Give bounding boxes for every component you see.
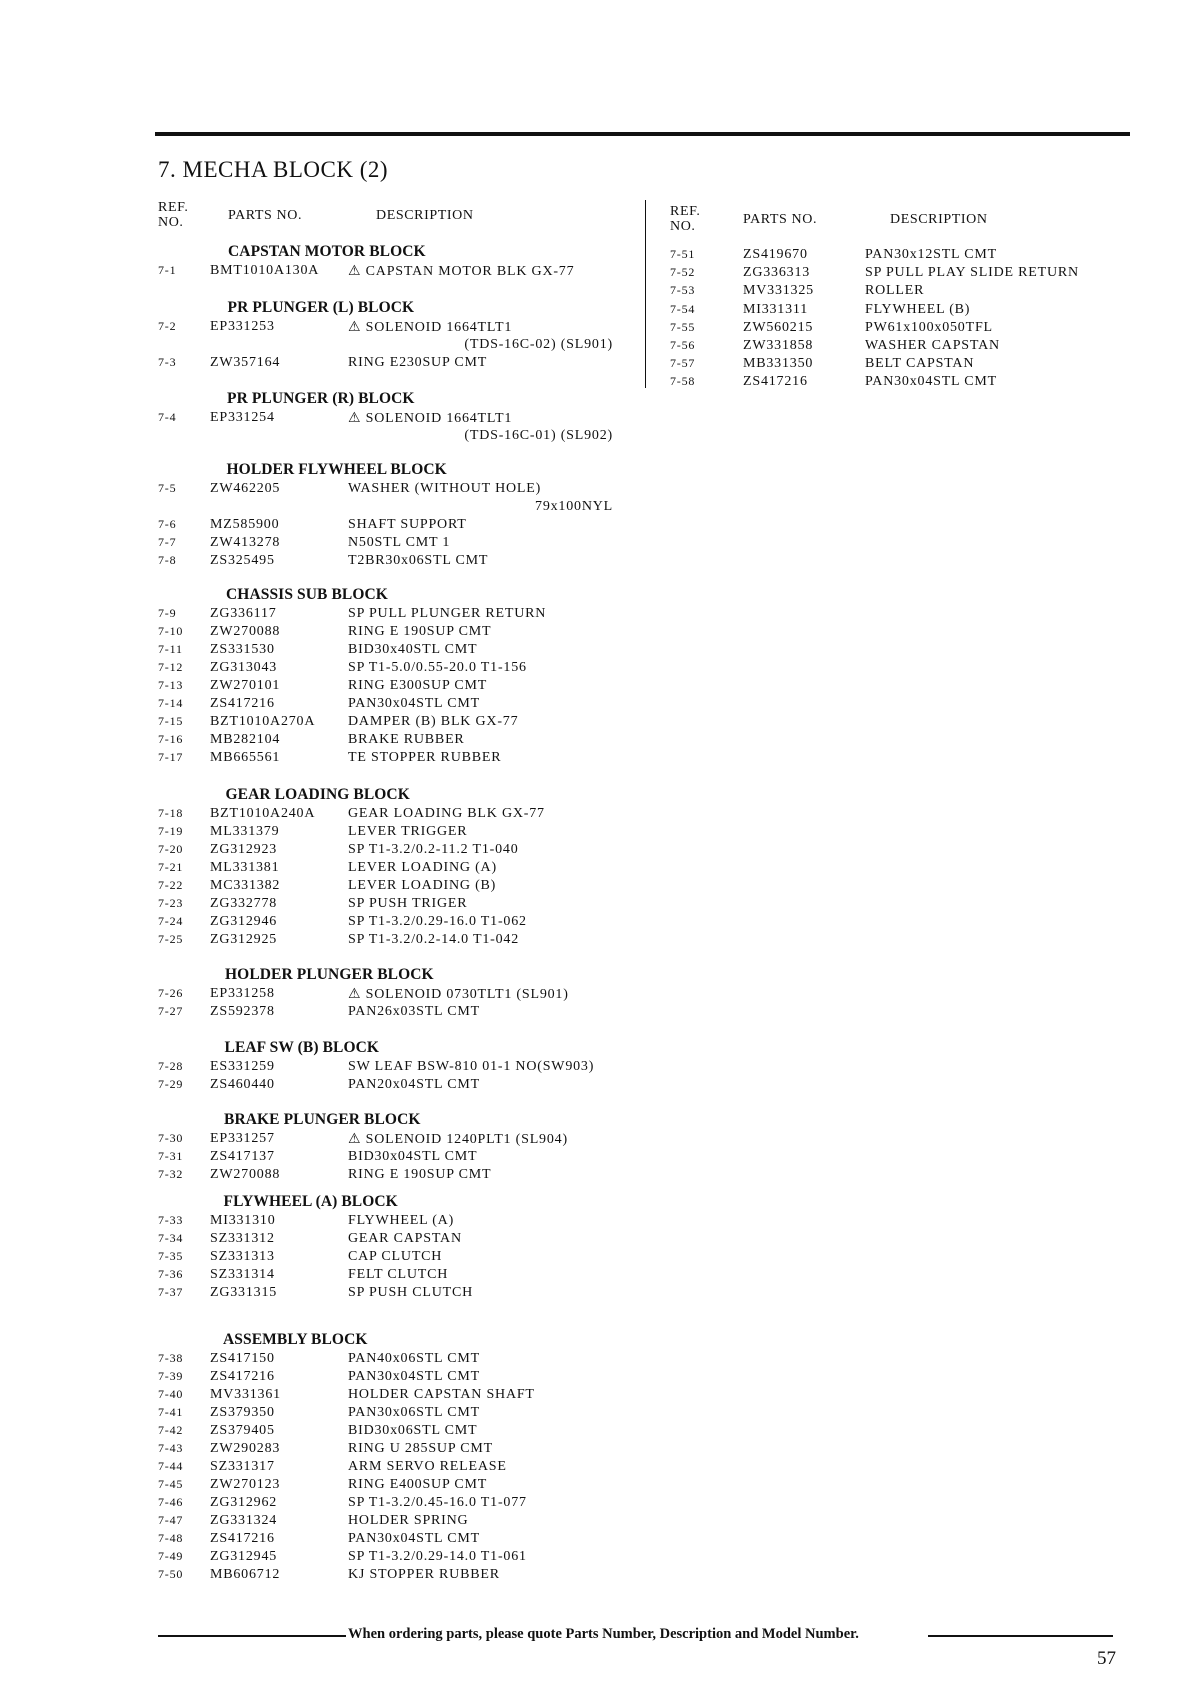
- ref-no: 7-2: [158, 319, 177, 333]
- part-description: KJ STOPPER RUBBER: [348, 1567, 500, 1582]
- ref-no: 7-8: [158, 553, 177, 567]
- part-number: EP331258: [210, 986, 275, 1001]
- ref-no: 7-57: [670, 356, 696, 371]
- block-title: LEAF SW (B) BLOCK: [224, 1039, 380, 1056]
- part-number: ZG313043: [210, 660, 278, 675]
- part-description: TE STOPPER RUBBER: [348, 750, 502, 765]
- ref-no: 7-6: [158, 517, 177, 531]
- part-number: MB606712: [210, 1567, 281, 1582]
- ref-no: 7-18: [158, 806, 184, 820]
- part-number: ZG332778: [210, 896, 278, 911]
- part-description: BRAKE RUBBER: [348, 732, 465, 747]
- part-number: ZS417150: [210, 1351, 275, 1366]
- page-title: 7. MECHA BLOCK (2): [158, 157, 389, 182]
- part-description: RING E400SUP CMT: [348, 1477, 488, 1492]
- ref-no: 7-3: [158, 355, 177, 369]
- ref-no: 7-17: [158, 750, 184, 764]
- part-number: BMT1010A130A: [210, 263, 320, 278]
- part-number: ZG312962: [210, 1495, 278, 1510]
- part-description: ⚠ CAPSTAN MOTOR BLK GX-77: [348, 264, 575, 279]
- part-description: ⚠ SOLENOID 0730TLT1 (SL901): [348, 987, 569, 1002]
- description-continued: 79x100NYL: [535, 499, 613, 514]
- ref-no: 7-24: [158, 914, 184, 928]
- part-number: ZW270123: [210, 1477, 281, 1492]
- column-divider: [645, 200, 646, 388]
- left-column-header: [158, 200, 638, 232]
- block-title: BRAKE PLUNGER BLOCK: [224, 1111, 421, 1128]
- ref-no: 7-39: [158, 1369, 184, 1383]
- part-description: WASHER (WITHOUT HOLE): [348, 481, 542, 496]
- part-description: SHAFT SUPPORT: [348, 517, 467, 532]
- ref-no: 7-52: [670, 265, 696, 280]
- ref-header: REF. NO.: [158, 200, 189, 230]
- block-title: PR PLUNGER (R) BLOCK: [227, 390, 415, 407]
- part-description: PAN30x06STL CMT: [348, 1405, 480, 1420]
- ref-no: 7-10: [158, 624, 184, 638]
- part-description: RING E230SUP CMT: [348, 355, 488, 370]
- ref-no: 7-54: [670, 301, 696, 316]
- ref-no: 7-41: [158, 1405, 184, 1419]
- part-number: ZW270088: [210, 624, 281, 639]
- ref-no: 7-16: [158, 732, 184, 746]
- part-number: ZG312945: [210, 1549, 278, 1564]
- part-description: PAN30x04STL CMT: [348, 696, 480, 711]
- ref-no: 7-31: [158, 1149, 184, 1163]
- part-number: MV331361: [210, 1387, 281, 1402]
- ref-no: 7-19: [158, 824, 184, 838]
- ref-no: 7-37: [158, 1285, 184, 1299]
- part-description: RING U 285SUP CMT: [348, 1441, 493, 1456]
- part-number: ES331259: [210, 1059, 275, 1074]
- part-description: CAP CLUTCH: [348, 1249, 443, 1264]
- part-description: BID30x06STL CMT: [348, 1423, 478, 1438]
- part-description: LEVER LOADING (B): [348, 878, 497, 893]
- part-description: DAMPER (B) BLK GX-77: [348, 714, 519, 729]
- ref-no: 7-40: [158, 1387, 184, 1401]
- part-number: ML331379: [210, 824, 280, 839]
- part-number: MB282104: [210, 732, 281, 747]
- description-continued: (TDS-16C-02) (SL901): [464, 337, 613, 352]
- block-title: ASSEMBLY BLOCK: [223, 1331, 368, 1348]
- part-description: FLYWHEEL (A): [348, 1213, 455, 1228]
- part-number: ZS331530: [210, 642, 275, 657]
- ref-no: 7-25: [158, 932, 184, 946]
- part-number: SZ331312: [210, 1231, 275, 1246]
- part-number: ZG331324: [210, 1513, 278, 1528]
- part-description: PAN30x04STL CMT: [865, 374, 997, 390]
- ref-no: 7-4: [158, 410, 177, 424]
- description-header: DESCRIPTION: [890, 212, 988, 227]
- part-number: MZ585900: [210, 517, 280, 532]
- ref-no: 7-45: [158, 1477, 184, 1491]
- part-description: ⚠ SOLENOID 1240PLT1 (SL904): [348, 1132, 568, 1147]
- part-description: HOLDER SPRING: [348, 1513, 469, 1528]
- ref-no: 7-1: [158, 263, 177, 277]
- part-number: ML331381: [210, 860, 280, 875]
- part-number: ZS417216: [210, 696, 275, 711]
- part-number: ZS379350: [210, 1405, 275, 1420]
- part-description: SP T1-5.0/0.55-20.0 T1-156: [348, 660, 527, 675]
- part-number: ZG312925: [210, 932, 278, 947]
- part-description: ROLLER: [865, 283, 925, 299]
- part-number: MI331311: [743, 301, 808, 317]
- part-description: PAN30x04STL CMT: [348, 1369, 480, 1384]
- part-number: EP331253: [210, 319, 275, 334]
- part-description: SP T1-3.2/0.2-11.2 T1-040: [348, 842, 519, 857]
- part-number: EP331254: [210, 410, 275, 425]
- ref-no: 7-22: [158, 878, 184, 892]
- part-description: SP T1-3.2/0.29-16.0 T1-062: [348, 914, 527, 929]
- ref-no: 7-47: [158, 1513, 184, 1527]
- part-description: RING E300SUP CMT: [348, 678, 488, 693]
- ref-no: 7-27: [158, 1004, 184, 1018]
- ref-no: 7-50: [158, 1567, 184, 1581]
- block-title: PR PLUNGER (L) BLOCK: [227, 299, 415, 316]
- part-description: LEVER LOADING (A): [348, 860, 497, 875]
- part-description: T2BR30x06STL CMT: [348, 553, 489, 568]
- part-number: ZS325495: [210, 553, 275, 568]
- ref-no: 7-32: [158, 1167, 184, 1181]
- page-number: 57: [1097, 1648, 1116, 1669]
- block-title: HOLDER FLYWHEEL BLOCK: [226, 461, 447, 478]
- part-number: BZT1010A270A: [210, 714, 316, 729]
- part-number: ZS417216: [210, 1369, 275, 1384]
- ref-no: 7-21: [158, 860, 184, 874]
- part-description: ARM SERVO RELEASE: [348, 1459, 507, 1474]
- part-number: EP331257: [210, 1131, 275, 1146]
- ref-no: 7-43: [158, 1441, 184, 1455]
- part-description: ⚠ SOLENOID 1664TLT1: [348, 411, 513, 426]
- ref-no: 7-36: [158, 1267, 184, 1281]
- part-description: PAN40x06STL CMT: [348, 1351, 480, 1366]
- part-number: SZ331313: [210, 1249, 275, 1264]
- ref-no: 7-51: [670, 247, 696, 261]
- part-description: SP PULL PLAY SLIDE RETURN: [865, 265, 1079, 281]
- part-number: ZG312923: [210, 842, 278, 857]
- ref-no: 7-55: [670, 319, 696, 334]
- part-number: SZ331317: [210, 1459, 275, 1474]
- part-number: ZS417216: [743, 374, 808, 390]
- part-description: SP PULL PLUNGER RETURN: [348, 606, 547, 621]
- parts-no-header: PARTS NO.: [228, 208, 303, 223]
- part-description: SP T1-3.2/0.45-16.0 T1-077: [348, 1495, 527, 1510]
- ref-header: REF. NO.: [670, 204, 701, 234]
- ref-no: 7-5: [158, 481, 177, 495]
- ref-no: 7-29: [158, 1077, 184, 1091]
- part-description: ⚠ SOLENOID 1664TLT1: [348, 320, 513, 335]
- part-description: SP T1-3.2/0.2-14.0 T1-042: [348, 932, 520, 947]
- part-description: PAN30x04STL CMT: [348, 1531, 480, 1546]
- ref-no: 7-53: [670, 283, 696, 298]
- part-description: BID30x40STL CMT: [348, 642, 478, 657]
- part-number: ZW462205: [210, 481, 281, 496]
- ref-no: 7-13: [158, 678, 184, 692]
- part-description: SP T1-3.2/0.29-14.0 T1-061: [348, 1549, 527, 1564]
- ref-no: 7-49: [158, 1549, 184, 1563]
- part-number: ZW560215: [743, 319, 814, 335]
- part-description: GEAR CAPSTAN: [348, 1231, 462, 1246]
- ref-no: 7-42: [158, 1423, 184, 1437]
- ref-no: 7-38: [158, 1351, 184, 1365]
- part-description: BELT CAPSTAN: [865, 356, 975, 372]
- ref-no: 7-12: [158, 660, 184, 674]
- part-description: LEVER TRIGGER: [348, 824, 468, 839]
- part-number: ZS460440: [210, 1077, 275, 1092]
- part-description: PAN26x03STL CMT: [348, 1004, 480, 1019]
- part-description: SW LEAF BSW-810 01-1 NO(SW903): [348, 1059, 595, 1074]
- part-description: PW61x100x050TFL: [865, 319, 993, 335]
- ref-no: 7-58: [670, 374, 696, 389]
- ref-no: 7-46: [158, 1495, 184, 1509]
- ref-no: 7-48: [158, 1531, 184, 1545]
- ref-no: 7-7: [158, 535, 177, 549]
- part-number: ZG331315: [210, 1285, 278, 1300]
- footer: [158, 1626, 1118, 1646]
- part-description: PAN20x04STL CMT: [348, 1077, 480, 1092]
- ref-no: 7-28: [158, 1059, 184, 1073]
- part-number: MB331350: [743, 356, 814, 372]
- part-description: BID30x04STL CMT: [348, 1149, 478, 1164]
- ref-no: 7-56: [670, 338, 696, 352]
- part-description: HOLDER CAPSTAN SHAFT: [348, 1387, 535, 1402]
- part-description: GEAR LOADING BLK GX-77: [348, 806, 545, 821]
- part-description: FELT CLUTCH: [348, 1267, 449, 1282]
- part-description: SP PUSH TRIGER: [348, 896, 468, 911]
- part-description: WASHER CAPSTAN: [865, 338, 1000, 353]
- ref-no: 7-11: [158, 642, 183, 656]
- part-number: ZW331858: [743, 338, 814, 353]
- part-number: ZS417137: [210, 1149, 275, 1164]
- ref-no: 7-33: [158, 1213, 184, 1227]
- part-number: ZS417216: [210, 1531, 275, 1546]
- description-continued: (TDS-16C-01) (SL902): [464, 428, 613, 443]
- part-number: MI331310: [210, 1213, 276, 1228]
- top-rule: [155, 132, 1130, 136]
- part-number: ZG336117: [210, 606, 277, 621]
- ref-no: 7-26: [158, 986, 184, 1000]
- description-header: DESCRIPTION: [376, 208, 474, 223]
- block-title: CHASSIS SUB BLOCK: [226, 586, 388, 603]
- part-number: MV331325: [743, 283, 814, 299]
- right-column-header: [670, 204, 1110, 236]
- part-number: ZS379405: [210, 1423, 275, 1438]
- part-description: FLYWHEEL (B): [865, 301, 971, 317]
- ref-no: 7-23: [158, 896, 184, 910]
- ref-no: 7-30: [158, 1131, 184, 1145]
- part-number: ZW413278: [210, 535, 281, 550]
- footer-rule-left: [158, 1635, 346, 1637]
- block-title: CAPSTAN MOTOR BLOCK: [228, 243, 426, 260]
- ref-no: 7-14: [158, 696, 184, 710]
- ref-no: 7-15: [158, 714, 184, 728]
- ref-no: 7-35: [158, 1249, 184, 1263]
- part-number: ZG312946: [210, 914, 278, 929]
- part-description: N50STL CMT 1: [348, 535, 451, 550]
- part-number: SZ331314: [210, 1267, 275, 1282]
- part-number: ZS592378: [210, 1004, 275, 1019]
- part-number: ZG336313: [743, 265, 811, 281]
- part-number: ZW270088: [210, 1167, 281, 1182]
- part-number: ZW357164: [210, 355, 281, 370]
- part-description: SP PUSH CLUTCH: [348, 1285, 474, 1300]
- part-number: ZS419670: [743, 247, 808, 262]
- block-title: HOLDER PLUNGER BLOCK: [225, 966, 434, 983]
- block-title: FLYWHEEL (A) BLOCK: [223, 1193, 398, 1210]
- ordering-note: When ordering parts, please quote Parts Number, Description and Model Number.: [348, 1626, 859, 1642]
- part-description: RING E 190SUP CMT: [348, 624, 492, 639]
- ref-no: 7-20: [158, 842, 184, 856]
- part-number: BZT1010A240A: [210, 806, 316, 821]
- footer-rule-right: [928, 1635, 1113, 1637]
- part-description: RING E 190SUP CMT: [348, 1167, 492, 1182]
- ref-no: 7-9: [158, 606, 177, 620]
- ref-no: 7-44: [158, 1459, 184, 1473]
- part-number: MB665561: [210, 750, 281, 765]
- part-number: ZW270101: [210, 678, 281, 693]
- part-description: PAN30x12STL CMT: [865, 247, 997, 262]
- ref-no: 7-34: [158, 1231, 184, 1245]
- part-number: ZW290283: [210, 1441, 281, 1456]
- parts-no-header: PARTS NO.: [743, 212, 818, 227]
- part-number: MC331382: [210, 878, 281, 893]
- block-title: GEAR LOADING BLOCK: [225, 786, 410, 803]
